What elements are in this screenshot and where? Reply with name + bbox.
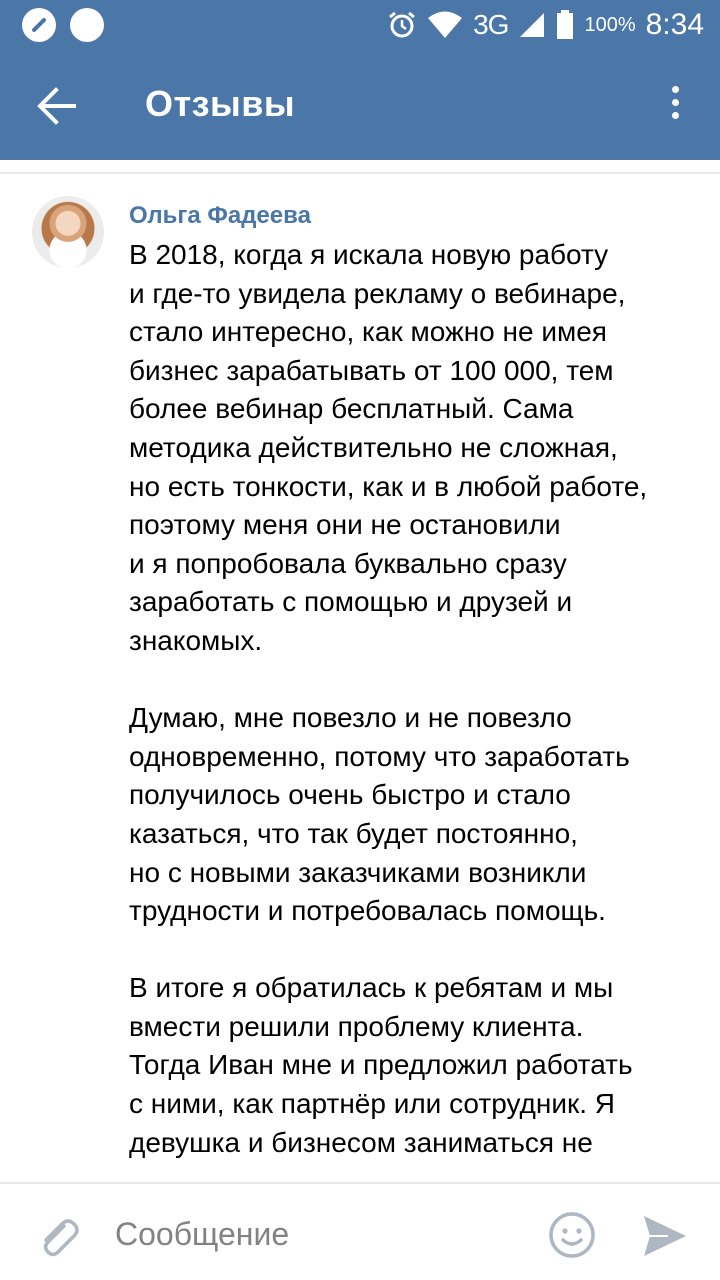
wifi-icon bbox=[427, 11, 463, 39]
author-name[interactable]: Ольга Фадеева bbox=[129, 202, 311, 229]
message-line: с ними, как партнёр или сотрудник. Я bbox=[129, 1088, 615, 1120]
message-line: Думаю, мне повезло и не повезло bbox=[129, 702, 572, 734]
message-line: более вебинар бесплатный. Сама bbox=[129, 393, 574, 425]
notification-dot-icon bbox=[70, 8, 104, 42]
message-line: но есть тонкости, как и в любой работе, bbox=[129, 470, 648, 502]
message-line: девушка и бизнесом заниматься не bbox=[129, 1126, 593, 1158]
paragraph-gap bbox=[129, 931, 709, 970]
message-line: знакомых. bbox=[129, 624, 263, 656]
author-avatar[interactable] bbox=[32, 196, 104, 268]
message-line: В 2018, когда я искала новую работу bbox=[129, 239, 609, 270]
network-type: 3G bbox=[473, 9, 509, 40]
emoji-icon[interactable] bbox=[548, 1211, 596, 1259]
message-line: получилось очень быстро и стало bbox=[129, 779, 571, 811]
clock: 8:34 bbox=[645, 8, 704, 41]
attachment-icon[interactable] bbox=[34, 1212, 80, 1258]
message-line: поэтому меня они не остановили bbox=[129, 509, 561, 541]
signal-icon bbox=[518, 11, 546, 39]
paragraph-gap bbox=[129, 661, 709, 700]
message-input[interactable] bbox=[115, 1210, 515, 1258]
message-line: вмести решили проблему клиента. bbox=[129, 1010, 584, 1042]
battery-percent: 100% bbox=[584, 13, 636, 36]
message-line: казаться, что так будет постоянно, bbox=[129, 817, 578, 849]
divider bbox=[0, 172, 720, 174]
comments-feed[interactable] bbox=[0, 160, 720, 1182]
battery-icon bbox=[556, 10, 574, 40]
page-title: Отзывы bbox=[145, 83, 296, 124]
toolbar bbox=[0, 50, 720, 160]
message-composer bbox=[0, 1182, 720, 1280]
message-line: Тогда Иван мне и предложил работать bbox=[129, 1049, 633, 1081]
message-line: бизнес зарабатывать от 100 000, тем bbox=[129, 354, 614, 386]
send-icon[interactable] bbox=[642, 1214, 688, 1258]
message-line: трудности и потребовалась помощь. bbox=[129, 895, 606, 927]
message-line: одновременно, потому что заработать bbox=[129, 740, 630, 772]
message-text bbox=[129, 236, 709, 1162]
message-line: методика действительно не сложная, bbox=[129, 431, 618, 463]
message-line: В итоге я обратилась к ребятам и мы bbox=[129, 972, 614, 1004]
message-line: но с новыми заказчиками возникли bbox=[129, 856, 587, 888]
status-bar bbox=[0, 0, 720, 50]
message-line: и где-то увидела рекламу о вебинаре, bbox=[129, 277, 626, 309]
back-arrow-icon[interactable] bbox=[28, 78, 84, 134]
more-options-icon[interactable] bbox=[658, 80, 692, 136]
message-line: стало интересно, как можно не имея bbox=[129, 316, 607, 348]
message-line: и я попробовала буквально сразу bbox=[129, 547, 567, 579]
alarm-icon bbox=[387, 10, 417, 40]
message-line: заработать с помощью и друзей и bbox=[129, 586, 573, 618]
do-not-disturb-icon bbox=[22, 8, 56, 42]
